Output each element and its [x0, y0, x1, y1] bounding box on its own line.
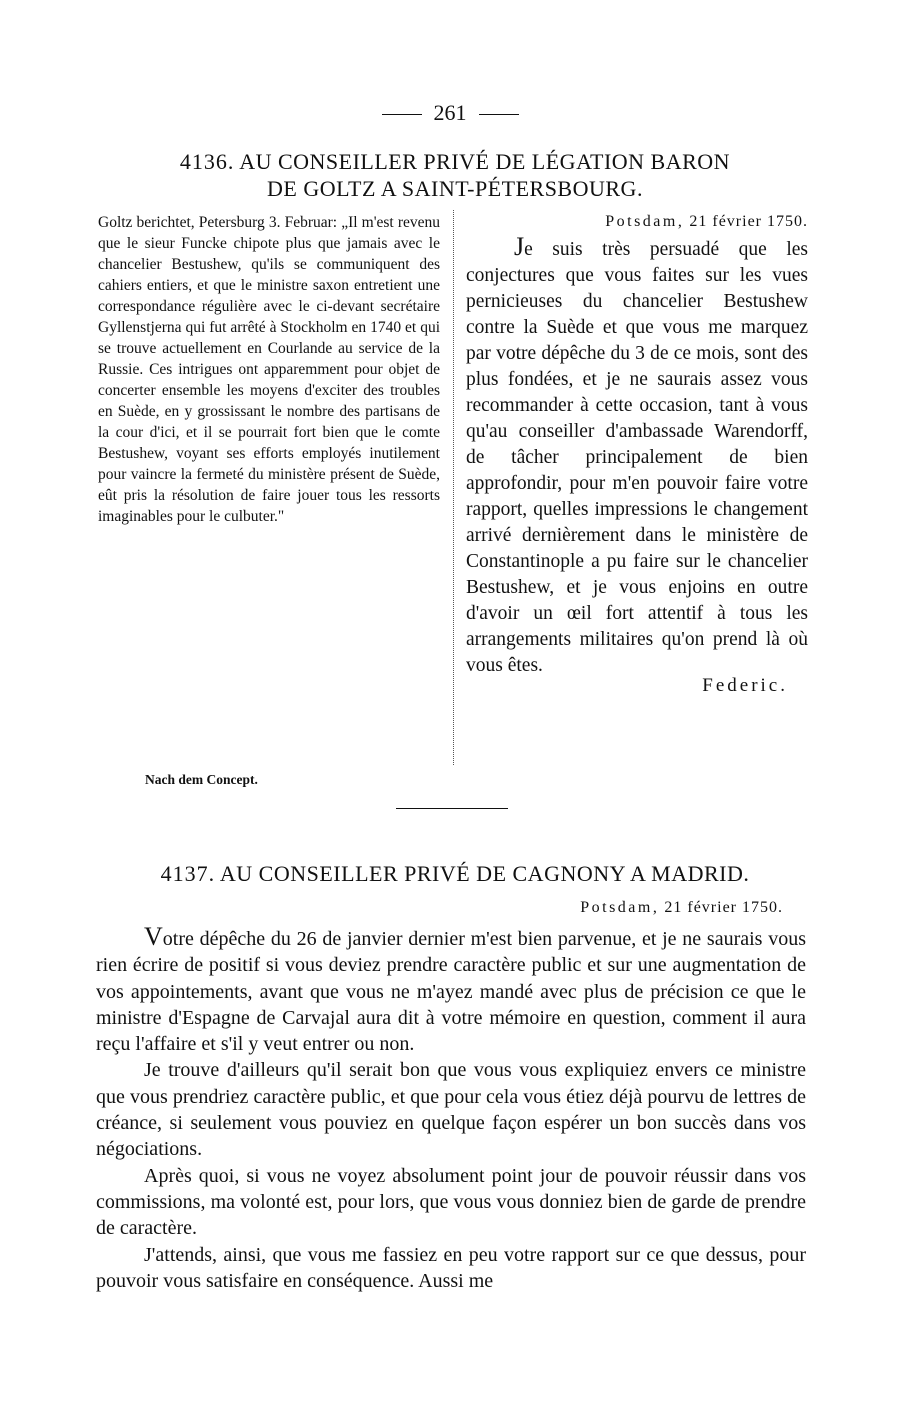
letter-4137-paragraph: Après quoi, si vous ne voyez absolument point jour de pouvoir réussir dans vos commissions, ma volonté est, pour lors, que vous vous donniez bien de garde de prendre de caractère. — [96, 1164, 806, 1240]
letter-4136-date: 21 février 1750. — [689, 213, 808, 230]
letter-4136-heading-line1 — [110, 148, 800, 175]
letter-4137-place: Potsdam, — [580, 899, 660, 916]
letter-4136-body — [466, 210, 808, 699]
letter-4136-heading-text: AU CONSEILLER PRIVÉ DE LÉGATION BARON — [239, 149, 731, 174]
letter-4137-heading — [110, 860, 800, 887]
letter-4137-paragraph: Votre dépêche du 26 de janvier dernier m'est bien parvenue, et je ne saurais vous rien écrire de positif si vous deviez prendre caractère public et sur une augmentation de vos appointements, avant que vous ne m'ayez mandé avec plus de précision ce que le ministre d'Espagne de Carvajal aura dit à votre mémoire en question, comment il aura reçu l'affaire et s'il y veut entrer ou non. — [96, 922, 806, 1056]
letter-4136-source-note: Nach dem Concept. — [145, 772, 258, 787]
letter-4137-paragraph: Je trouve d'ailleurs qu'il serait bon que vous vous expliquiez envers ce ministre que vous prendriez caractère public, et que pour cela vous étiez déjà pourvu de lettres de créance, si seulement vous pouviez en quelque façon espérer un bon succès dans vos négociations. — [96, 1059, 806, 1161]
letter-4136-place: Potsdam, — [605, 213, 685, 230]
letter-4136-heading — [110, 148, 800, 202]
page-number-text: 261 — [433, 100, 467, 125]
letter-4136-summary: Goltz berichtet, Petersburg 3. Februar: „Il m'est revenu que le sieur Funcke chipote plus que jamais avec le chancelier Bestushew, qu'ils se communiquent des cahiers entiers, et que le ministre saxon entretient une correspondance régulière avec le ci-devant secrétaire Gyllenstjerna qui fut arrêté à Stockholm en 1740 et qui se trouve actuellement en Courlande au service de la Russie. Ces intrigues ont apparemment pour objet de concerter ensemble les moyens d'exciter des troubles en Suède, en y grossissant le nombre des partisans de la cour d'ici, et il se pourrait fort bien que le comte Bestushew, voyant ses efforts employés inutilement pour vaincre la fermeté du ministère présent de Suède, eût pris la résolution de faire jouer tous les ressorts imaginables pour le culbuter." — [98, 214, 440, 525]
letter-4137-dateline — [440, 899, 783, 917]
section-divider — [396, 808, 508, 809]
page-number-dash-left — [382, 114, 422, 115]
column-divider — [453, 210, 454, 765]
page-number — [0, 100, 900, 126]
letter-4137-number: 4137. — [160, 861, 216, 886]
page-number-dash-right — [479, 114, 519, 115]
letter-4136-dateline — [466, 210, 808, 234]
letter-4136-number: 4136. — [179, 149, 235, 174]
letter-4136-text: Je suis très persuadé que les conjectures que vous faites sur les vues pernicieuses du chancelier Bestushew contre la Suède et que vous me marquez par votre dépêche du 3 de ce mois, sont des plus fondées, et je ne saurais assez vous recommander à cette occasion, tant à vous qu'au conseiller d'ambassade Warendorff, de tâcher principalement de bien approfondir, pour m'en pouvoir faire votre rapport, quelles impressions le changement arrivé dernièrement dans le ministère de Constantinople a pu faire sur le chancelier Bestushew, et je vous enjoins en outre d'avoir un œil fort attentif à tous les arrangements militaires qu'on prend là où vous êtes. — [466, 232, 808, 676]
letter-4137-heading-text: AU CONSEILLER PRIVÉ DE CAGNONY A MADRID. — [219, 861, 750, 886]
letter-4136-heading-line2: DE GOLTZ A SAINT-PÉTERSBOURG. — [267, 176, 643, 201]
letter-4137-paragraph: J'attends, ainsi, que vous me fassiez en peu votre rapport sur ce que dessus, pour pouvoir vous satisfaire en conséquence. Aussi me — [96, 1243, 806, 1292]
letter-4136-signature: Federic. — [702, 675, 788, 696]
letter-4137-date: 21 février 1750. — [664, 899, 783, 916]
letter-4137-body — [96, 924, 806, 1294]
